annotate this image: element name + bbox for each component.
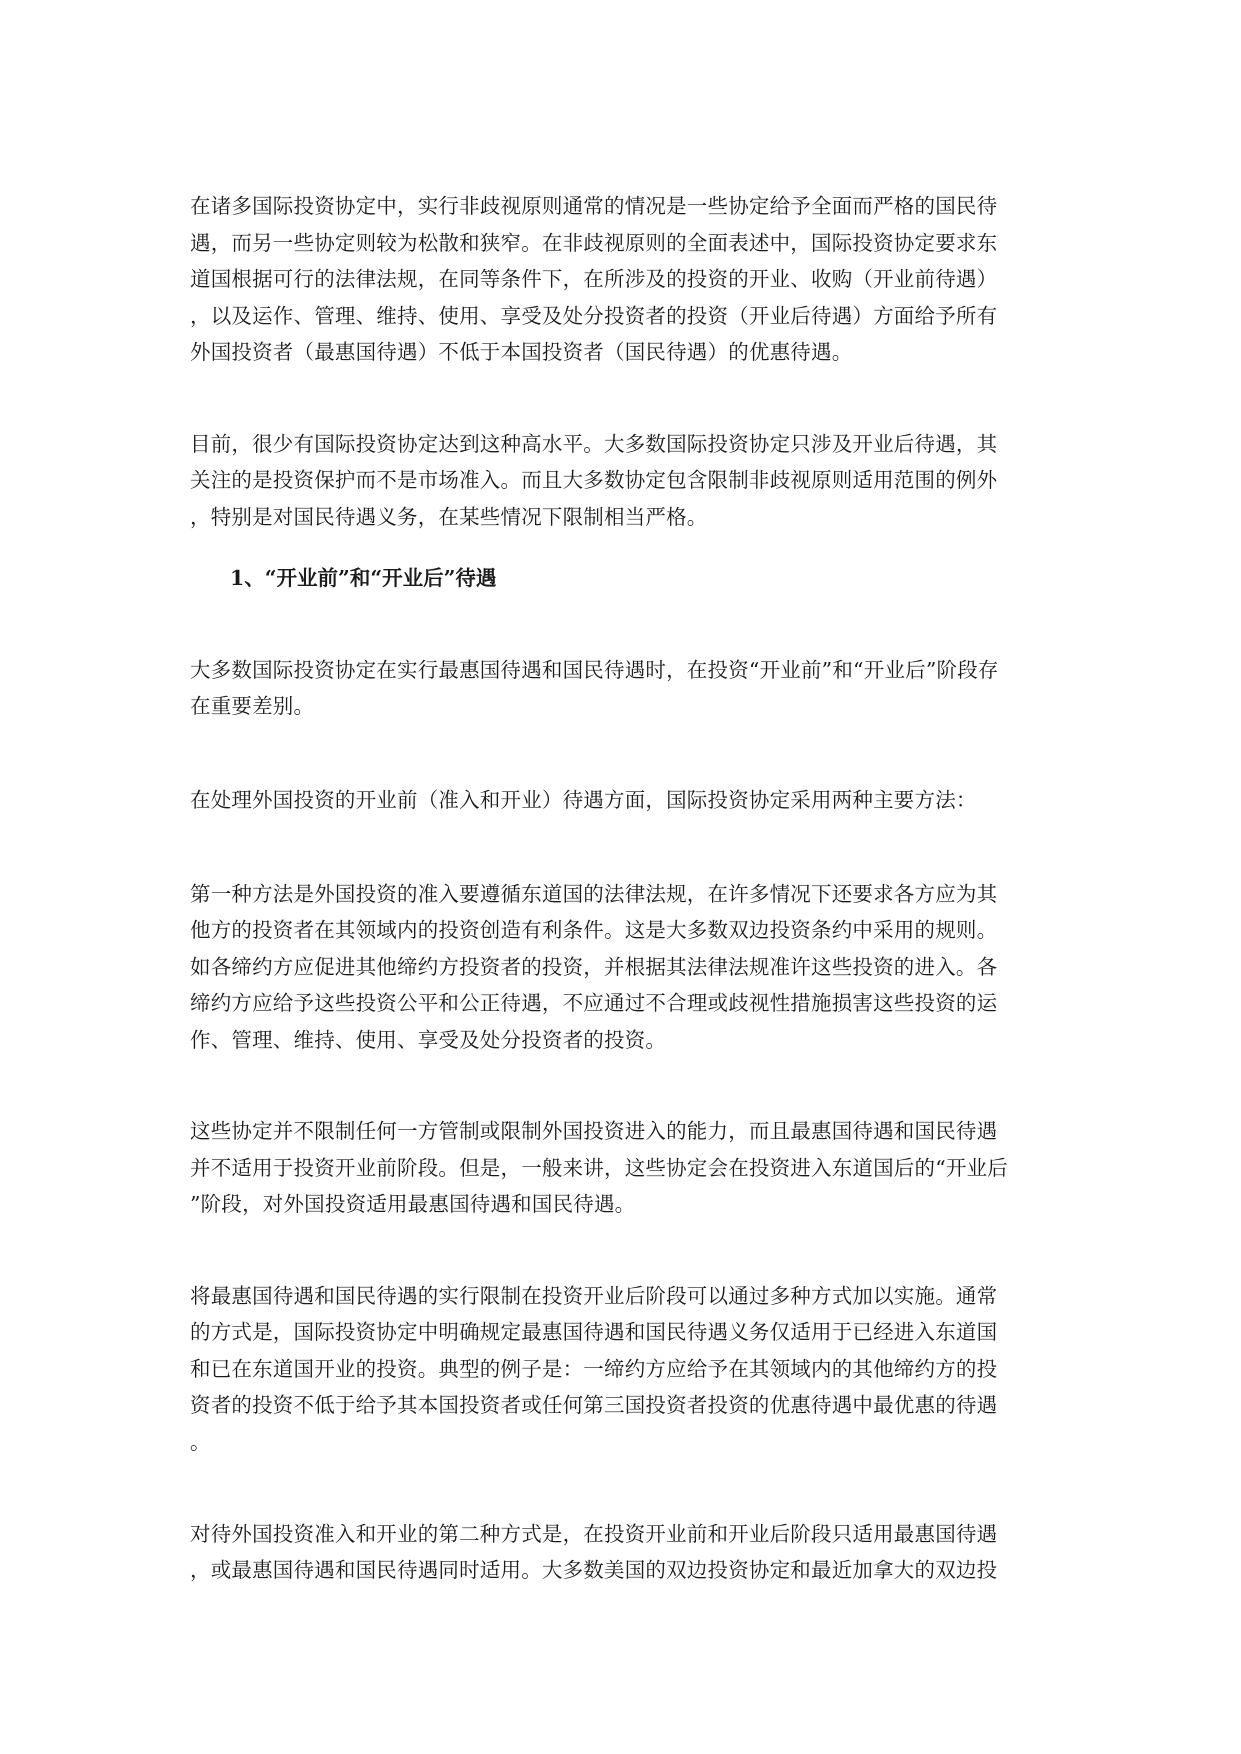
paragraph-6-line-2: 并不适用于投资开业前阶段。但是，一般来讲，这些协定会在投资进入东道国后的“开业后 — [190, 1156, 1008, 1180]
paragraph-8-line-2: ，或最惠国待遇和国民待遇同时适用。大多数美国的双边投资协定和最近加拿大的双边投 — [190, 1558, 998, 1582]
paragraph-5-line-5: 作、管理、维持、使用、享受及处分投资者的投资。 — [190, 1028, 667, 1052]
paragraph-7-line-1: 将最惠国待遇和国民待遇的实行限制在投资开业后阶段可以通过多种方式加以实施。通常 — [190, 1284, 998, 1308]
paragraph-3-line-1: 大多数国际投资协定在实行最惠国待遇和国民待遇时，在投资“开业前”和“开业后”阶段存 — [190, 658, 999, 682]
paragraph-7-line-4: 资者的投资不低于给予其本国投资者或任何第三国投资者投资的优惠待遇中最优惠的待遇 — [190, 1393, 998, 1417]
paragraph-7-line-5: 。 — [190, 1430, 211, 1454]
paragraph-1-line-4: ，以及运作、管理、维持、使用、享受及处分投资者的投资（开业后待遇）方面给予所有 — [190, 304, 998, 328]
paragraph-5-line-1: 第一种方法是外国投资的准入要遵循东道国的法律法规，在许多情况下还要求各方应为其 — [190, 882, 998, 906]
paragraph-8-line-1: 对待外国投资准入和开业的第二种方式是，在投资开业前和开业后阶段只适用最惠国待遇 — [190, 1522, 998, 1546]
paragraph-2-line-2: 关注的是投资保护而不是市场准入。而且大多数协定包含限制非歧视原则适用范围的例外 — [190, 468, 998, 492]
paragraph-3-line-2: 在重要差别。 — [190, 694, 315, 718]
paragraph-1-line-1: 在诸多国际投资协定中，实行非歧视原则通常的情况是一些协定给予全面而严格的国民待 — [190, 194, 998, 218]
paragraph-6-line-3: ”阶段，对外国投资适用最惠国待遇和国民待遇。 — [190, 1192, 636, 1216]
paragraph-5-line-3: 如各缔约方应促进其他缔约方投资者的投资，并根据其法律法规准许这些投资的进入。各 — [190, 955, 998, 979]
paragraph-5-line-2: 他方的投资者在其领域内的投资创造有利条件。这是大多数双边投资条约中采用的规则。 — [190, 918, 998, 942]
paragraph-1-line-2: 遇，而另一些协定则较为松散和狭窄。在非歧视原则的全面表述中，国际投资协定要求东 — [190, 231, 998, 255]
paragraph-5-line-4: 缔约方应给予这些投资公平和公正待遇，不应通过不合理或歧视性措施损害这些投资的运 — [190, 991, 998, 1015]
paragraph-2-line-3: ，特别是对国民待遇义务，在某些情况下限制相当严格。 — [190, 505, 708, 529]
section-heading: 1、“开业前”和“开业后”待遇 — [230, 566, 497, 590]
paragraph-1-line-3: 道国根据可行的法律法规，在同等条件下，在所涉及的投资的开业、收购（开业前待遇） — [190, 267, 998, 291]
paragraph-2-line-1: 目前，很少有国际投资协定达到这种高水平。大多数国际投资协定只涉及开业后待遇，其 — [190, 432, 998, 456]
paragraph-4-line-1: 在处理外国投资的开业前（准入和开业）待遇方面，国际投资协定采用两种主要方法： — [190, 788, 977, 812]
paragraph-6-line-1: 这些协定并不限制任何一方管制或限制外国投资进入的能力，而且最惠国待遇和国民待遇 — [190, 1119, 998, 1143]
paragraph-7-line-3: 和已在东道国开业的投资。典型的例子是：一缔约方应给予在其领域内的其他缔约方的投 — [190, 1357, 998, 1381]
paragraph-1-line-5: 外国投资者（最惠国待遇）不低于本国投资者（国民待遇）的优惠待遇。 — [190, 340, 853, 364]
paragraph-7-line-2: 的方式是，国际投资协定中明确规定最惠国待遇和国民待遇义务仅适用于已经进入东道国 — [190, 1320, 998, 1344]
